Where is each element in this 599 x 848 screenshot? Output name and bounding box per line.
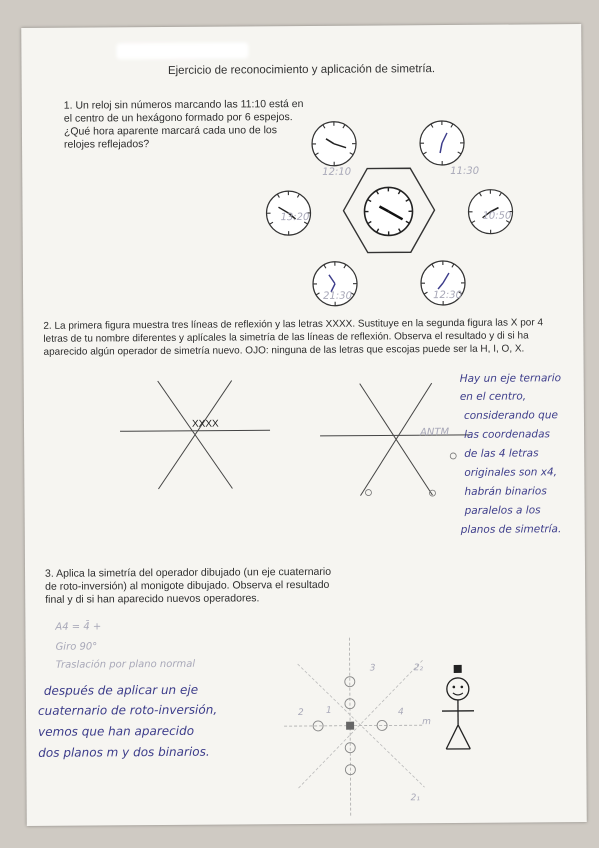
answer-line: dos planos m y dos binarios.	[38, 744, 210, 760]
answer-line: originales son x4,	[464, 466, 558, 479]
answer-line: Hay un eje ternario	[459, 372, 562, 385]
answer-line: planos de simetría.	[460, 523, 562, 536]
axis-label: 1	[325, 705, 332, 716]
axis-label: 2	[297, 708, 304, 719]
time-label-top-right: 11:30	[450, 165, 480, 177]
note-translation: Traslación por plano normal	[55, 658, 196, 671]
exercise-1-text: 1. Un reloj sin números marcando las 11:10 está en el centro de un hexágono formado por 6 espejos. ¿Qué hora aparente marcará cada uno de los relojes reflejados?	[63, 97, 304, 151]
student-letters: ANTM	[420, 426, 450, 439]
note-rotation: Giro 90°	[55, 641, 98, 653]
answer-line: habrán binarios	[464, 485, 547, 498]
answer-line: en el centro,	[459, 390, 527, 403]
stick-figure	[438, 663, 479, 763]
hexagon-clock-figure	[22, 84, 584, 318]
answer-line: considerando que	[463, 409, 558, 422]
clock-top-right	[420, 121, 464, 165]
answer-line: paralelos a los	[464, 504, 541, 517]
time-label-bottom-right: 12:30	[433, 289, 462, 302]
student-reflection-figure	[320, 383, 471, 504]
exercise-2-text: 2. La primera figura muestra tres líneas de reflexión y las letras XXXX. Sustituye en la segunda figura las X por 4 letras de tu nombre diferentes y aplícales la simetría de las líneas de reflexión. Observa el resultado y di si ha aparecido algún operador de simetría nuevo. OJO: ninguna de las letras que escojas puede ser la H, I, O, X.	[43, 317, 544, 358]
figure-letters: XXXX	[191, 418, 219, 430]
axis-label: 2₁	[410, 793, 420, 804]
axis-label: m	[422, 717, 431, 728]
time-label-mid-left: 13:20	[280, 211, 310, 224]
answer-line: las coordenadas	[464, 428, 551, 441]
center-clock	[364, 187, 412, 235]
axis-label: 4	[397, 707, 404, 718]
reflection-lines-figure	[120, 380, 271, 491]
redacted-name	[116, 42, 248, 59]
axis-label: 3	[369, 663, 376, 674]
axis-label: 2₂	[413, 663, 424, 674]
time-label-bottom-left: 21:30	[323, 290, 352, 302]
time-label-top-left: 12:10	[322, 166, 352, 178]
answer-line: de las 4 letras	[464, 447, 539, 460]
page-title: Ejercicio de reconocimiento y aplicación de simetría.	[167, 63, 436, 77]
note-operator: A4 = 4̄ +	[55, 621, 102, 633]
answer-line: después de aplicar un eje	[43, 682, 199, 698]
answer-line: cuaternario de roto-inversión,	[37, 702, 218, 718]
worksheet-page	[21, 24, 587, 826]
exercise-3-text: 3. Aplica la simetría del operador dibujado (un eje cuaternario de roto-inversión) al monigote dibujado. Observa el resultado final y di si han aparecido nuevos operadores.	[44, 565, 332, 606]
time-label-mid-right: 10:50	[482, 210, 512, 222]
answer-line: vemos que han aparecido	[38, 723, 195, 739]
clock-top-left	[312, 122, 356, 166]
